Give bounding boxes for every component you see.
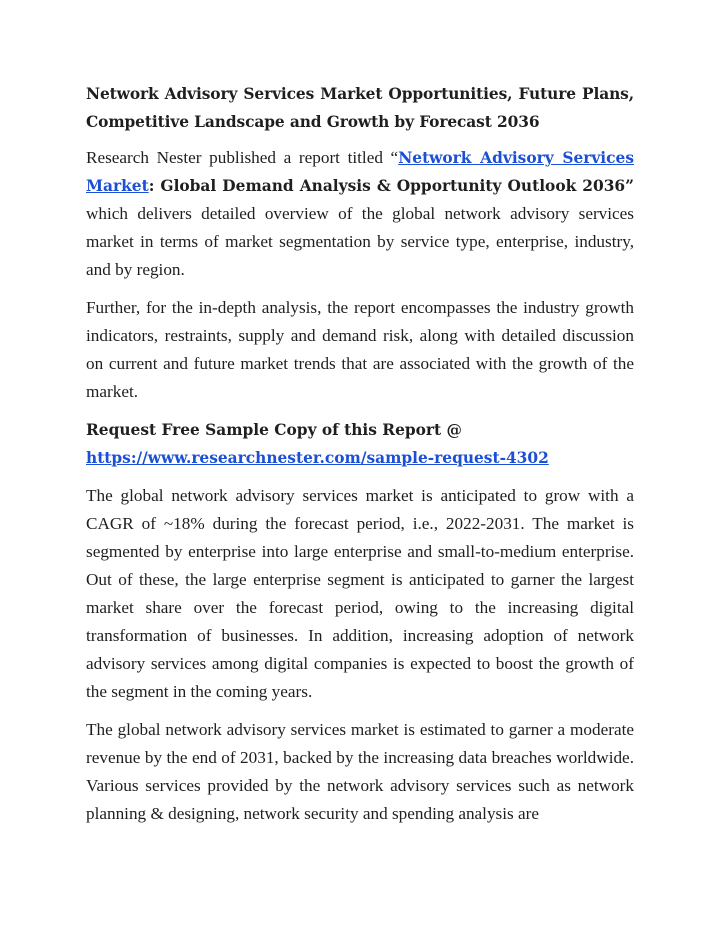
intro-rest: which delivers detailed overview of the global network advisory services market in terms of market segmentation by service type, enterprise, industry, and by region. [86, 204, 634, 279]
intro-paragraph [86, 144, 634, 284]
request-sample-heading: Request Free Sample Copy of this Report @ [86, 421, 462, 439]
request-sample-line [86, 444, 634, 472]
sample-request-link[interactable]: https://www.researchnester.com/sample-request-4302 [86, 449, 549, 467]
report-title-link[interactable]: Network Advisory Services Market [86, 149, 634, 195]
revenue-paragraph: The global network advisory services market is estimated to garner a moderate revenue by the end of 2031, backed by the increasing data breaches worldwide. Various services provided by the network advisory services such as network planning & designing, network security and spending analysis are [86, 720, 634, 823]
report-subtitle: : Global Demand Analysis & Opportunity Outlook 2036” [148, 177, 634, 195]
analysis-paragraph: Further, for the in-depth analysis, the report encompasses the industry growth indicators, restraints, supply and demand risk, along with detailed discussion on current and future market trends that are associated with the growth of the market. [86, 298, 634, 401]
document-title: Network Advisory Services Market Opportunities, Future Plans, Competitive Landscape and Growth by Forecast 2036 [86, 85, 634, 131]
intro-lead: Research Nester published a report titled “ [86, 148, 399, 167]
document-page [86, 80, 634, 838]
market-growth-paragraph: The global network advisory services market is anticipated to grow with a CAGR of ~18% during the forecast period, i.e., 2022-2031. The market is segmented by enterprise into large enterprise and small-to-medium enterprise. Out of these, the large enterprise segment is anticipated to garner the largest market share over the forecast period, owing to the increasing digital transformation of businesses. In addition, increasing adoption of network advisory services among digital companies is expected to boost the growth of the segment in the coming years. [86, 486, 634, 701]
